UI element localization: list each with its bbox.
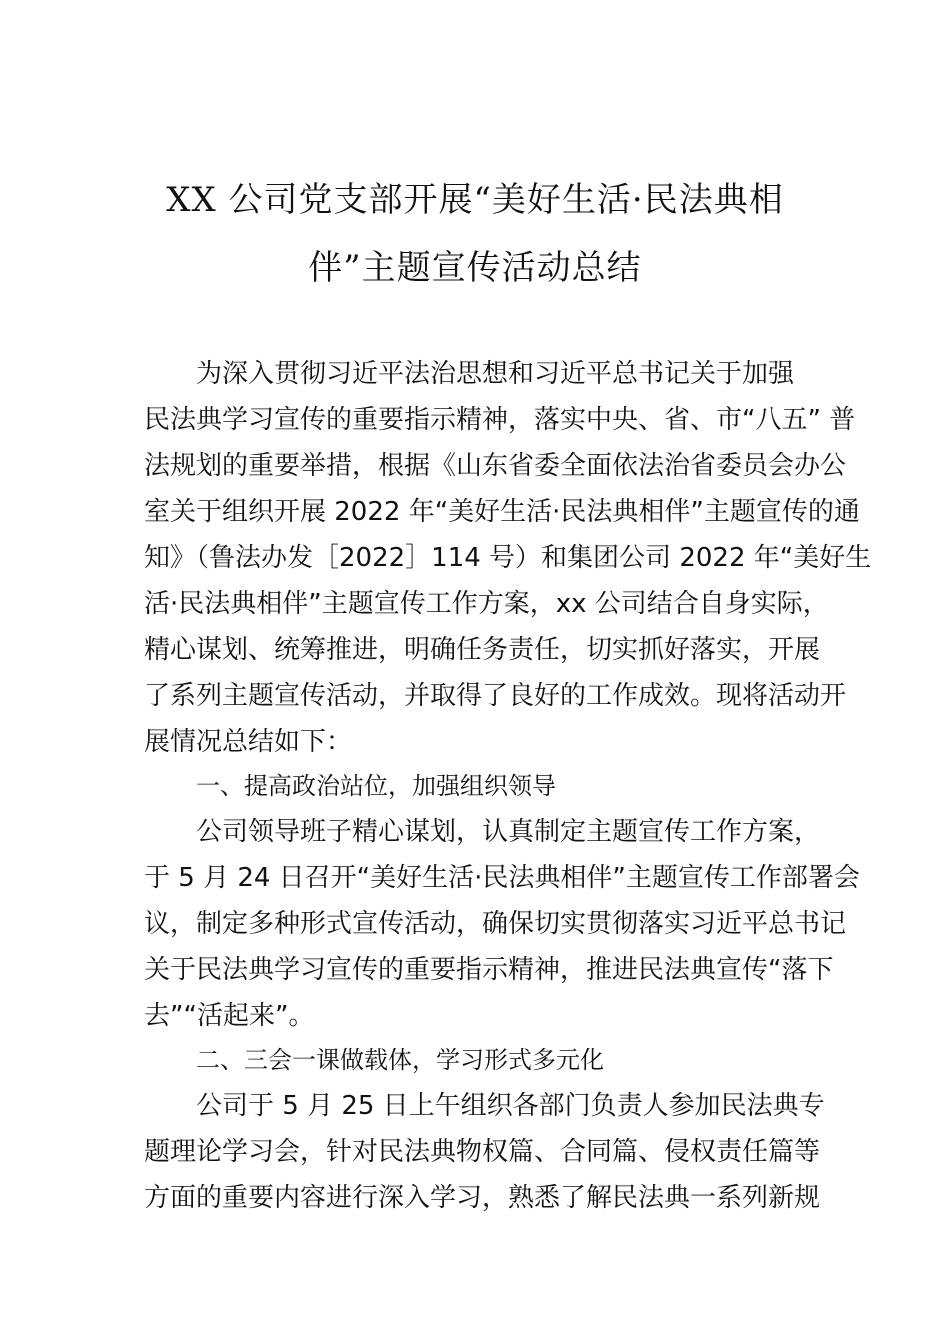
body-line: 展情况总结如下： xyxy=(144,727,353,757)
document-title-line-1: XX 公司党支部开展“美好生活·民法典相 xyxy=(166,180,784,220)
section-heading-1: 一、提高政治站位，加强组织领导 xyxy=(196,772,556,800)
body-line: 关于民法典学习宣传的重要指示精神，推进民法典宣传“落下 xyxy=(144,955,834,985)
body-line: 公司领导班子精心谋划，认真制定主题宣传工作方案， xyxy=(196,817,821,847)
body-line: 活·民法典相伴”主题宣传工作方案，xx 公司结合自身实际， xyxy=(144,589,829,619)
body-line: 知》（鲁法办发［2022］114 号）和集团公司 2022 年“美好生 xyxy=(144,543,872,573)
body-line: 法规划的重要举措，根据《山东省委全面依法治省委员会办公 xyxy=(144,451,847,481)
body-line: 了系列主题宣传活动，并取得了良好的工作成效。现将活动开 xyxy=(144,681,847,711)
body-line: 方面的重要内容进行深入学习，熟悉了解民法典一系列新规 xyxy=(144,1183,821,1213)
body-line: 于 5 月 24 日召开“美好生活·民法典相伴”主题宣传工作部署会 xyxy=(144,863,860,893)
document-title-line-2: 伴”主题宣传活动总结 xyxy=(308,248,642,288)
section-heading-2: 二、三会一课做载体，学习形式多元化 xyxy=(196,1046,604,1074)
body-line: 精心谋划、统筹推进，明确任务责任，切实抓好落实，开展 xyxy=(144,635,821,665)
body-line: 题理论学习会，针对民法典物权篇、合同篇、侵权责任篇等 xyxy=(144,1137,821,1167)
body-line: 公司于 5 月 25 日上午组织各部门负责人参加民法典专 xyxy=(196,1091,825,1121)
body-line: 为深入贯彻习近平法治思想和习近平总书记关于加强 xyxy=(196,359,795,389)
body-line: 去”“活起来”。 xyxy=(144,1001,315,1031)
body-line: 民法典学习宣传的重要指示精神，落实中央、省、市“八五” 普 xyxy=(144,405,856,435)
body-line: 室关于组织开展 2022 年“美好生活·民法典相伴”主题宣传的通 xyxy=(144,497,860,527)
body-line: 议，制定多种形式宣传活动，确保切实贯彻落实习近平总书记 xyxy=(144,909,847,939)
